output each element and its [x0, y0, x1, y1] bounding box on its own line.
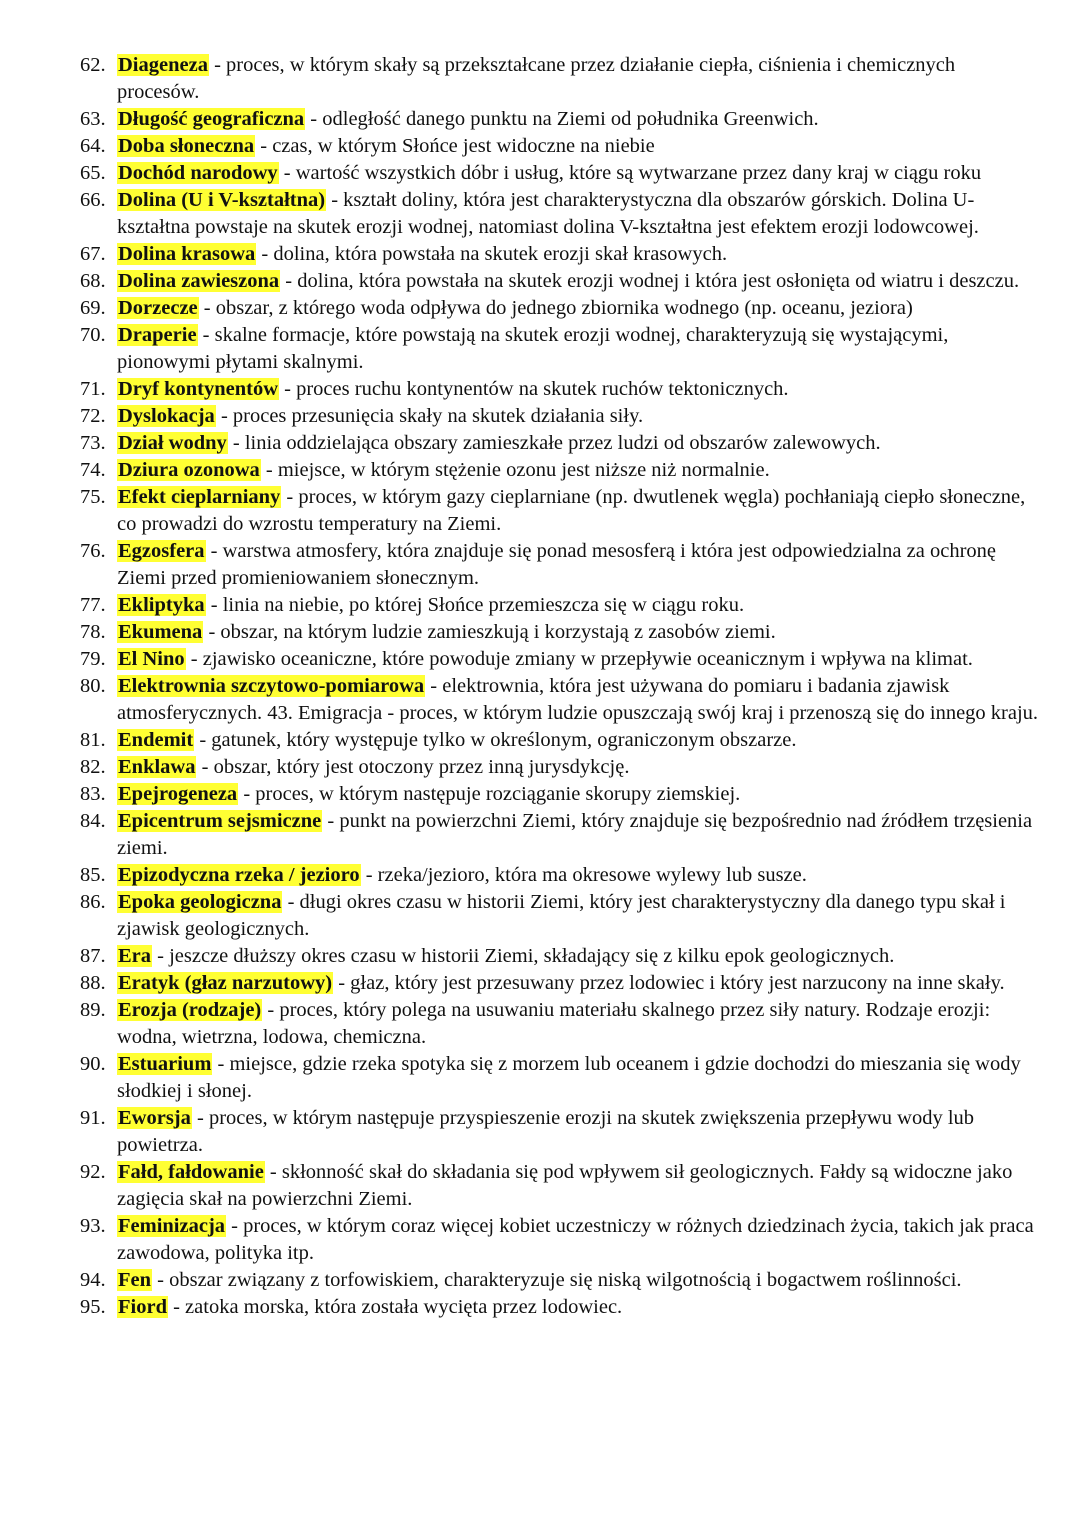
entry-definition: głaz, który jest przesuwany przez lodowiec i który jest narzucony na inne skały. — [350, 972, 1005, 994]
glossary-entry — [80, 376, 1040, 403]
entry-separator: - — [333, 972, 351, 994]
glossary-entry — [80, 781, 1040, 808]
entry-term: Dolina (U i V-kształtna) — [118, 189, 326, 211]
entry-term: Epoka geologiczna — [118, 891, 282, 913]
entry-number: 66. — [80, 189, 106, 211]
glossary-entry — [80, 538, 1040, 592]
entry-definition: zjawisko oceaniczne, które powoduje zmiany w przepływie oceanicznym i wpływa na klimat. — [202, 648, 973, 670]
entry-number: 83. — [80, 783, 106, 805]
entry-number: 82. — [80, 756, 106, 778]
entry-separator: - — [212, 1053, 230, 1075]
glossary-entry — [80, 727, 1040, 754]
entry-definition: obszar, z którego woda odpływa do jednego zbiornika wodnego (np. oceanu, jeziora) — [215, 297, 913, 319]
glossary-entry — [80, 241, 1040, 268]
entry-term: Długość geograficzna — [118, 108, 305, 130]
entry-definition: obszar, który jest otoczony przez inną jurysdykcję. — [213, 756, 630, 778]
entry-number: 85. — [80, 864, 106, 886]
entry-number: 86. — [80, 891, 106, 913]
entry-separator: - — [326, 189, 344, 211]
entry-separator: - — [425, 675, 443, 697]
entry-definition: proces, w którym gazy cieplarniane (np. dwutlenek węgla) pochłaniają ciepło słoneczne, co prowadzi do wzrostu temperatury na Ziemi. — [117, 486, 1026, 535]
entry-separator: - — [238, 783, 256, 805]
entry-definition: proces, w którym następuje przyspieszenie erozji na skutek zwiększenia przepływu wody lub powietrza. — [117, 1107, 975, 1156]
entry-separator: - — [255, 135, 273, 157]
glossary-entry — [80, 106, 1040, 133]
entry-definition: jeszcze dłuższy okres czasu w historii Ziemi, składający się z kilku epok geologicznych. — [169, 945, 895, 967]
entry-number: 90. — [80, 1053, 106, 1075]
entry-definition: gatunek, który występuje tylko w określonym, ograniczonym obszarze. — [211, 729, 797, 751]
entry-separator: - — [278, 162, 296, 184]
entry-definition: odległość danego punktu na Ziemi od południka Greenwich. — [322, 108, 819, 130]
entry-number: 69. — [80, 297, 106, 319]
entry-number: 93. — [80, 1215, 106, 1237]
entry-term: Epejrogeneza — [118, 783, 238, 805]
entry-term: Ekliptyka — [118, 594, 205, 616]
glossary-entry — [80, 295, 1040, 322]
entry-separator: - — [185, 648, 203, 670]
entry-term: Diageneza — [118, 54, 208, 76]
entry-term: Efekt cieplarniany — [118, 486, 281, 508]
entry-separator: - — [282, 891, 300, 913]
entry-definition: obszar związany z torfowiskiem, charakteryzuje się niską wilgotnością i bogactwem roślinności. — [169, 1269, 962, 1291]
entry-separator: - — [203, 621, 221, 643]
entry-separator: - — [264, 1161, 282, 1183]
entry-term: Epizodyczna rzeka / jezioro — [118, 864, 360, 886]
entry-definition: proces, w którym coraz więcej kobiet uczestniczy w różnych dziedzinach życia, takich jak praca zawodowa, polityka itp. — [117, 1215, 1034, 1264]
entry-separator: - — [226, 1215, 244, 1237]
entry-term: Dorzecze — [118, 297, 198, 319]
glossary-entry — [80, 808, 1040, 862]
entry-term: Dziura ozonowa — [118, 459, 260, 481]
glossary-entry — [80, 322, 1040, 376]
entry-number: 67. — [80, 243, 106, 265]
entry-separator: - — [191, 1107, 209, 1129]
entry-number: 73. — [80, 432, 106, 454]
entry-definition: miejsce, w którym stężenie ozonu jest niższe niż normalnie. — [277, 459, 770, 481]
entry-term: Dryf kontynentów — [118, 378, 279, 400]
entry-definition: linia na niebie, po której Słońce przemieszcza się w ciągu roku. — [222, 594, 745, 616]
entry-number: 89. — [80, 999, 106, 1021]
entry-separator: - — [196, 756, 214, 778]
entry-definition: dolina, która powstała na skutek erozji wodnej i która jest osłonięta od wiatru i deszczu. — [297, 270, 1020, 292]
entry-separator: - — [360, 864, 378, 886]
glossary-entry — [80, 673, 1040, 727]
entry-term: Erozja (rodzaje) — [118, 999, 262, 1021]
entry-term: Dochód narodowy — [118, 162, 278, 184]
entry-term: Era — [118, 945, 152, 967]
entry-number: 77. — [80, 594, 106, 616]
entry-separator: - — [262, 999, 280, 1021]
entry-number: 68. — [80, 270, 106, 292]
entry-separator: - — [280, 270, 298, 292]
entry-number: 76. — [80, 540, 106, 562]
entry-term: Doba słoneczna — [118, 135, 255, 157]
entry-definition: proces, w którym następuje rozciąganie skorupy ziemskiej. — [255, 783, 741, 805]
entry-term: Dolina zawieszona — [118, 270, 280, 292]
entry-separator: - — [205, 594, 223, 616]
entry-definition: punkt na powierzchni Ziemi, który znajduje się bezpośrednio nad źródłem trzęsienia ziemi. — [117, 810, 1033, 859]
entry-term: Estuarium — [118, 1053, 212, 1075]
entry-term: Fen — [118, 1269, 152, 1291]
glossary-entry — [80, 1294, 1040, 1321]
entry-separator: - — [205, 540, 223, 562]
glossary-entry — [80, 484, 1040, 538]
glossary-entry — [80, 268, 1040, 295]
entry-number: 87. — [80, 945, 106, 967]
glossary-entry — [80, 889, 1040, 943]
entry-number: 94. — [80, 1269, 106, 1291]
entry-definition: kształt doliny, która jest charakterystyczna dla obszarów górskich. Dolina U-kształtna powstaje na skutek erozji wodnej, natomiast dolina V-kształtna jest efektem erozji lodowcowej. — [117, 189, 979, 238]
entry-separator: - — [198, 297, 216, 319]
glossary-entry — [80, 943, 1040, 970]
entry-separator: - — [194, 729, 212, 751]
entry-definition: elektrownia, która jest używana do pomiaru i badania zjawisk atmosferycznych. 43. Emigracja - proces, w którym ludzie opuszczają swój kraj i przenoszą się do innego kraju. — [117, 675, 1039, 724]
entry-definition: warstwa atmosfery, która znajduje się ponad mesosferą i która jest odpowiedzialna za ochronę Ziemi przed promieniowaniem słonecznym. — [117, 540, 997, 589]
entry-definition: zatoka morska, która została wycięta przez lodowiec. — [185, 1296, 623, 1318]
entry-number: 79. — [80, 648, 106, 670]
entry-number: 63. — [80, 108, 106, 130]
entry-separator: - — [227, 432, 245, 454]
glossary-entry — [80, 862, 1040, 889]
glossary-entry — [80, 133, 1040, 160]
entry-definition: proces przesunięcia skały na skutek działania siły. — [232, 405, 644, 427]
entry-definition: długi okres czasu w historii Ziemi, który jest charakterystyczny dla danego typu skał i zjawisk geologicznych. — [117, 891, 1006, 940]
entry-number: 74. — [80, 459, 106, 481]
entry-number: 64. — [80, 135, 106, 157]
entry-term: Eworsja — [118, 1107, 191, 1129]
entry-term: Elektrownia szczytowo-pomiarowa — [118, 675, 425, 697]
entry-definition: dolina, która powstała na skutek erozji skał krasowych. — [273, 243, 728, 265]
entry-separator: - — [279, 378, 297, 400]
entry-term: Egzosfera — [118, 540, 205, 562]
glossary-entry — [80, 187, 1040, 241]
glossary-entry — [80, 457, 1040, 484]
entry-term: Eratyk (głaz narzutowy) — [118, 972, 333, 994]
entry-separator: - — [152, 945, 170, 967]
glossary-entry — [80, 1105, 1040, 1159]
entry-number: 80. — [80, 675, 106, 697]
glossary-entry — [80, 619, 1040, 646]
glossary-entry — [80, 1213, 1040, 1267]
glossary-entry — [80, 1267, 1040, 1294]
glossary-entry — [80, 970, 1040, 997]
glossary-entry — [80, 1159, 1040, 1213]
entry-number: 84. — [80, 810, 106, 832]
entry-number: 70. — [80, 324, 106, 346]
entry-term: Dyslokacja — [118, 405, 215, 427]
entry-term: Epicentrum sejsmiczne — [118, 810, 322, 832]
entry-number: 65. — [80, 162, 106, 184]
entry-definition: miejsce, gdzie rzeka spotyka się z morzem lub oceanem i gdzie dochodzi do mieszania się wody słodkiej i słonej. — [117, 1053, 1021, 1102]
entry-definition: wartość wszystkich dóbr i usług, które są wytwarzane przez dany kraj w ciągu roku — [295, 162, 982, 184]
entry-term: Endemit — [118, 729, 194, 751]
entry-term: El Nino — [118, 648, 185, 670]
entry-number: 71. — [80, 378, 106, 400]
entry-separator: - — [305, 108, 323, 130]
entry-definition: proces ruchu kontynentów na skutek ruchów tektonicznych. — [296, 378, 789, 400]
entry-definition: proces, w którym skały są przekształcane przez działanie ciepła, ciśnienia i chemicznych procesów. — [117, 54, 956, 103]
entry-separator: - — [167, 1296, 186, 1318]
entry-separator: - — [152, 1269, 170, 1291]
glossary-list — [80, 52, 1040, 1321]
glossary-entry — [80, 646, 1040, 673]
entry-separator: - — [260, 459, 278, 481]
entry-number: 75. — [80, 486, 106, 508]
entry-number: 91. — [80, 1107, 106, 1129]
glossary-entry — [80, 430, 1040, 457]
entry-number: 88. — [80, 972, 106, 994]
entry-number: 62. — [80, 54, 106, 76]
entry-number: 78. — [80, 621, 106, 643]
entry-term: Ekumena — [118, 621, 203, 643]
glossary-entry — [80, 52, 1040, 106]
entry-term: Enklawa — [118, 756, 196, 778]
entry-number: 95. — [80, 1296, 106, 1318]
entry-term: Draperie — [118, 324, 197, 346]
entry-definition: rzeka/jezioro, która ma okresowe wylewy lub susze. — [377, 864, 807, 886]
entry-separator: - — [256, 243, 274, 265]
entry-term: Dolina krasowa — [118, 243, 256, 265]
entry-separator: - — [322, 810, 340, 832]
entry-definition: proces, który polega na usuwaniu materiału skalnego przez siły natury. Rodzaje erozji: wodna, wietrzna, lodowa, chemiczna. — [117, 999, 991, 1048]
glossary-entry — [80, 997, 1040, 1051]
entry-term: Fiord — [118, 1296, 167, 1318]
glossary-entry — [80, 1051, 1040, 1105]
glossary-entry — [80, 403, 1040, 430]
entry-separator: - — [215, 405, 233, 427]
entry-definition: czas, w którym Słońce jest widoczne na niebie — [272, 135, 655, 157]
glossary-entry — [80, 754, 1040, 781]
entry-separator: - — [208, 54, 227, 76]
glossary-entry — [80, 160, 1040, 187]
entry-term: Dział wodny — [118, 432, 227, 454]
entry-separator: - — [197, 324, 215, 346]
entry-term: Fałd, fałdowanie — [118, 1161, 264, 1183]
entry-number: 72. — [80, 405, 106, 427]
entry-definition: linia oddzielająca obszary zamieszkałe przez ludzi od obszarów zalewowych. — [244, 432, 881, 454]
entry-definition: obszar, na którym ludzie zamieszkują i korzystają z zasobów ziemi. — [220, 621, 776, 643]
entry-definition: skalne formacje, które powstają na skutek erozji wodnej, charakteryzują się wystającymi, pionowymi płytami skalnymi. — [117, 324, 949, 373]
entry-number: 81. — [80, 729, 106, 751]
entry-term: Feminizacja — [118, 1215, 226, 1237]
glossary-entry — [80, 592, 1040, 619]
entry-number: 92. — [80, 1161, 106, 1183]
entry-separator: - — [281, 486, 299, 508]
entry-definition: skłonność skał do składania się pod wpływem sił geologicznych. Fałdy są widoczne jako zagięcia skał na powierzchni Ziemi. — [117, 1161, 1013, 1210]
